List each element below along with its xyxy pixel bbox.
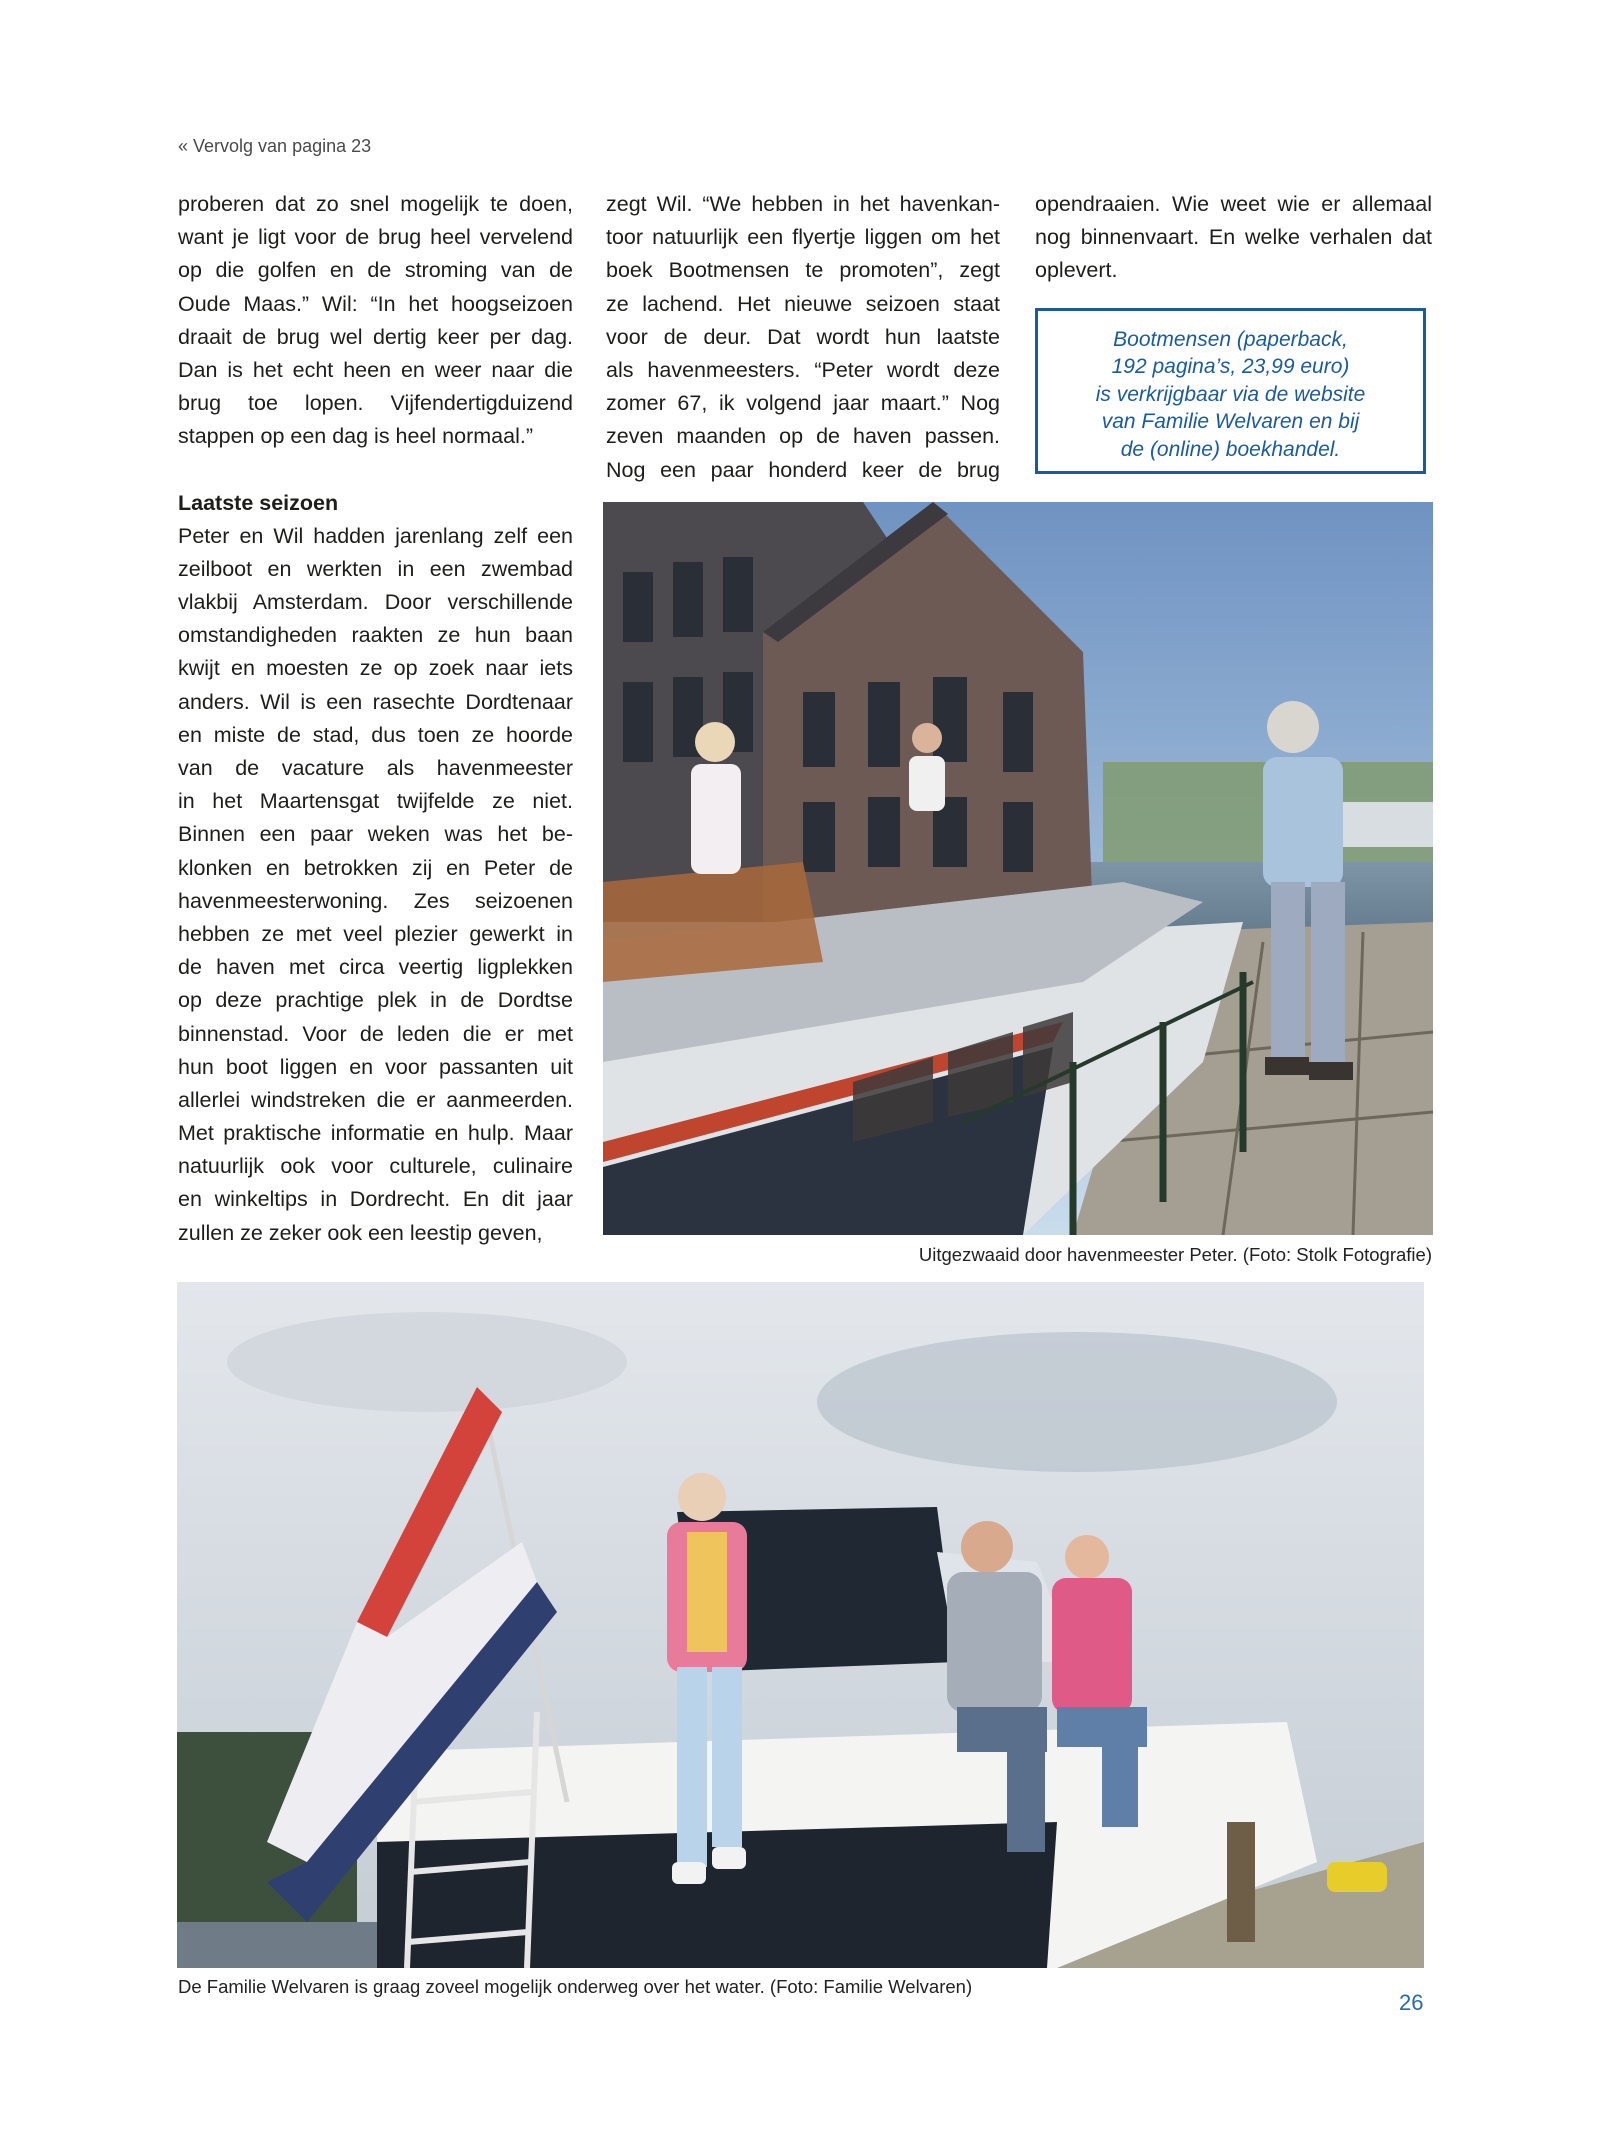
text-line: zegt Wil. “We hebben in het havenkan- (606, 192, 1000, 216)
text-line: op deze prachtige plek in de Dordtse (178, 988, 573, 1013)
text-line: en miste de stad, dus toen ze hoorde (178, 722, 573, 747)
info-line: 192 pagina’s, 23,99 euro) (1111, 355, 1350, 379)
text-line: proberen dat zo snel mogelijk te doen, (178, 192, 573, 216)
text-line: voor de deur. Dat wordt hun laatste (606, 324, 1000, 349)
text-line: als havenmeesters. “Peter wordt deze (606, 357, 1000, 382)
text-line: en winkeltips in Dordrecht. En dit jaar (178, 1187, 573, 1212)
harbour-photo-caption: Uitgezwaaid door havenmeester Peter. (Foto: Stolk Fotografie) (918, 1244, 1432, 1265)
man-on-boat (909, 723, 945, 811)
text-line: kwijt en moesten ze op zoek naar iets (178, 656, 573, 681)
text-line: toor natuurlijk een flyertje liggen om het (606, 225, 1000, 250)
text-line: anders. Wil is een rasechte Dordtenaar (178, 689, 573, 714)
text-line: boek Bootmensen te promoten”, zegt (606, 258, 1000, 283)
text-line: want je ligt voor de brug heel vervelend (178, 225, 573, 250)
text-line: op die golfen en de stroming van de (178, 258, 573, 283)
cloud (817, 1332, 1337, 1472)
text-line: natuurlijk ook voor culturele, culinaire (178, 1154, 573, 1179)
family-photo-caption: De Familie Welvaren is graag zoveel mogelijk onderweg over het water. (Foto: Familie Welvaren) (178, 1976, 973, 1997)
text-line: allerlei windstreken die er aanmeerden. (178, 1087, 573, 1112)
text-line: draait de brug wel dertig keer per dag. (178, 324, 573, 349)
text-line: hebben ze met veel plezier gewerkt in (178, 921, 573, 946)
text-line: ze lachend. Het nieuwe seizoen staat (606, 291, 1000, 316)
info-line: de (online) boekhandel. (1120, 437, 1341, 461)
text-line: Met praktische informatie en hulp. Maar (178, 1121, 573, 1146)
text-line: in het Maartensgat twijfelde ze niet. (178, 789, 573, 814)
text-line: de haven met circa veertig ligplekken (178, 955, 573, 980)
article-column-2 (606, 188, 1000, 487)
article-column-3 (1035, 188, 1432, 288)
text-line: oplevert. (1035, 258, 1118, 283)
text-line: Nog een paar honderd keer de brug (606, 457, 1000, 482)
text-line: zomer 67, ik volgend jaar maart.” Nog (606, 391, 1000, 416)
text-line: zeven maanden op de haven passen. (606, 424, 1000, 449)
girl-standing (667, 1473, 747, 1884)
paragraph-gap (178, 454, 573, 487)
text-line: zeilboot en werkten in een zwembad (178, 556, 573, 581)
text-line: stappen op een dag is heel normaal.” (178, 424, 533, 449)
text-line: van de vacature als havenmeester (178, 756, 573, 780)
text-line: hun boot liggen en voor passanten uit (178, 1054, 573, 1079)
text-line: klonken en betrokken zij en Peter de (178, 855, 573, 880)
text-line: binnenstad. Voor de leden die er met (178, 1021, 573, 1046)
column-1-paragraph-1 (178, 188, 573, 454)
wooden-deck (603, 862, 823, 982)
family-boat-photo (177, 1282, 1424, 1968)
family-photo-illustration (177, 1282, 1424, 1968)
text-line: Binnen een paar weken was het be- (178, 822, 573, 847)
continued-from-label: « Vervolg van pagina 23 (178, 136, 372, 156)
column-1-paragraph-2 (178, 520, 573, 1250)
text-line: Peter en Wil hadden jarenlang zelf een (178, 523, 573, 548)
info-line: Bootmensen (paperback, (1113, 328, 1348, 351)
section-heading: Laatste seizoen (178, 490, 339, 515)
text-line: opendraaien. Wie weet wie er allemaal (1035, 192, 1432, 216)
mooring-post (1227, 1822, 1255, 1942)
yellow-boat (1327, 1862, 1387, 1892)
text-line: Oude Maas.” Wil: “In het hoogseizoen (178, 291, 573, 316)
text-line: nog binnenvaart. En welke verhalen dat (1035, 225, 1432, 250)
text-line: havenmeesterwoning. Zes seizoenen (178, 888, 573, 913)
info-line: van Familie Welvaren en bij (1101, 410, 1360, 434)
woman-on-boat (691, 722, 741, 874)
book-info-box (1035, 308, 1426, 474)
text-line: zullen ze zeker ook een leestip geven, (178, 1220, 543, 1245)
text-line: Dan is het echt heen en weer naar die (178, 357, 573, 382)
text-line: omstandigheden raakten ze hun baan (178, 623, 573, 648)
text-line: brug toe lopen. Vijfendertigduizend (178, 391, 573, 416)
harbour-master-photo (603, 502, 1433, 1235)
cloud (227, 1312, 627, 1412)
harbour-photo-illustration (603, 502, 1433, 1235)
page-number: 26 (1399, 1990, 1424, 2015)
text-line: vlakbij Amsterdam. Door verschillende (178, 590, 573, 615)
article-column-1 (178, 188, 573, 1250)
info-line: is verkrijgbaar via de website (1095, 382, 1366, 406)
